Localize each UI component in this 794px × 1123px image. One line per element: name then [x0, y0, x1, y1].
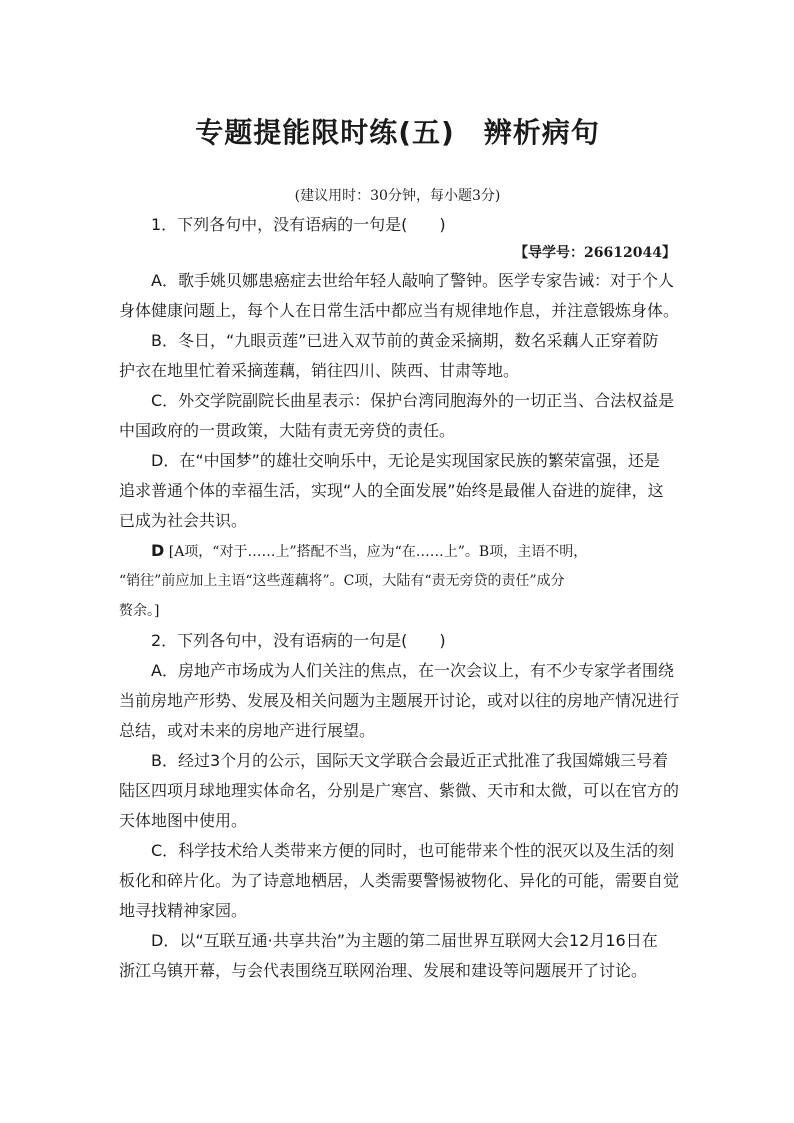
option-line: 浙江乌镇开幕，与会代表围绕互联网治理、发展和建设等问题展开了讨论。	[119, 961, 648, 980]
question-1	[119, 210, 680, 626]
page-title: 专题提能限时练(五) 辨析病句	[195, 116, 600, 149]
option-line: 追求普通个体的幸福生活，实现“人的全面发展”始终是最催人奋进的旋律，这	[119, 481, 664, 500]
option-line: A．歌手姚贝娜患癌症去世给年轻人敲响了警钟。医学专家告诫：对于个人	[151, 271, 674, 290]
option-line: A．房地产市场成为人们关注的焦点，在一次会议上，有不少专家学者围绕	[151, 661, 674, 680]
question-2-option-b	[119, 746, 680, 836]
question-2-stem: 2．下列各句中，没有语病的一句是( )	[151, 631, 446, 650]
option-line: 地寻找精神家园。	[119, 901, 248, 920]
option-line: D．在“中国梦”的雄壮交响乐中，无论是实现国家民族的繁荣富强，还是	[151, 451, 660, 470]
option-line: 板化和碎片化。为了诗意地栖居，人类需要警惕被物化、异化的可能，需要自觉	[119, 871, 680, 890]
option-line: 身体健康问题上，每个人在日常生活中都应当有规律地作息，并注意锻炼身体。	[119, 301, 680, 320]
option-line: 中国政府的一贯政策，大陆有责无旁贷的责任。	[119, 421, 456, 440]
question-1-option-b	[119, 326, 676, 386]
option-line: 总结，或对未来的房地产进行展望。	[119, 721, 376, 740]
question-1-option-a	[119, 266, 680, 326]
option-line: B．冬日，“九眼贡莲”已进入双节前的黄金采摘期，数名采藕人正穿着防	[151, 331, 659, 350]
question-1-stem: 1．下列各句中，没有语病的一句是( )	[151, 215, 446, 234]
option-line: 陆区四项月球地理实体命名，分别是广寒宫、紫微、天市和太微，可以在官方的	[119, 781, 680, 800]
answer-explanation: “销往”前应加上主语“这些莲藕将”。C项，大陆有“责无旁贷的责任”成分	[119, 573, 565, 589]
question-2-option-d	[119, 926, 676, 986]
option-line: 已成为社会共识。	[119, 511, 248, 530]
option-line: C．科学技术给人类带来方便的同时，也可能带来个性的泯灭以及生活的刻	[151, 841, 675, 860]
question-2-option-c	[119, 836, 680, 926]
question-1-option-d	[119, 446, 676, 536]
question-1-answer	[119, 536, 676, 626]
option-line: B．经过3个月的公示，国际天文学联合会最近正式批准了我国嫦娥三号着	[151, 751, 669, 770]
answer-explanation: 赘余。]	[119, 603, 160, 619]
question-1-option-c	[119, 386, 676, 446]
answer-letter: D	[151, 541, 165, 560]
question-2	[119, 626, 680, 986]
answer-explanation: [A项，“对于……上”搭配不当，应为“在……上”。B项，主语不明，	[168, 544, 588, 560]
option-line: 天体地图中使用。	[119, 811, 248, 830]
option-line: D．以“互联互通·共享共治”为主题的第二届世界互联网大会12月16日在	[151, 931, 658, 950]
option-line: 当前房地产形势、发展及相关问题为主题展开讨论，或对以往的房地产情况进行	[119, 691, 680, 710]
time-suggestion: (建议用时：30分钟，每小题3分)	[294, 188, 501, 204]
question-2-option-a	[119, 656, 680, 746]
option-line: 护衣在地里忙着采摘莲藕，销往四川、陕西、甘肃等地。	[119, 361, 520, 380]
guide-number: 【导学号：26612044】	[514, 245, 676, 261]
option-line: C．外交学院副院长曲星表示：保护台湾同胞海外的一切正当、合法权益是	[151, 391, 675, 410]
